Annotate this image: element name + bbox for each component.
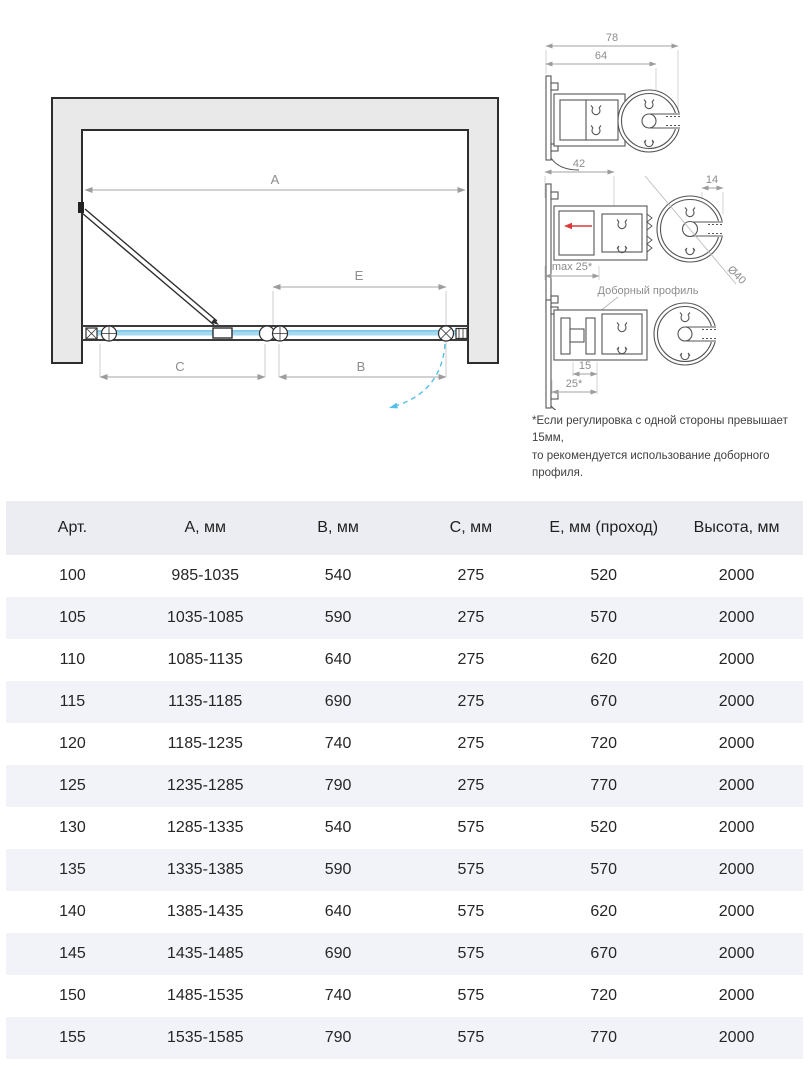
- table-cell: 2000: [718, 609, 755, 626]
- table-cell: 275: [457, 567, 485, 584]
- dim-diameter-label: Ø40: [724, 263, 749, 287]
- table-cell: 640: [324, 651, 352, 668]
- profile-section-middle: [545, 158, 748, 322]
- table-cell: 575: [457, 819, 485, 836]
- table-cell: 135: [59, 861, 86, 878]
- profile-section-bottom: [546, 285, 717, 410]
- profile-body: [554, 206, 652, 260]
- table-row: [6, 975, 803, 1017]
- table-row: [6, 849, 803, 891]
- table-cell: 520: [590, 819, 618, 836]
- dimension-a-label: A: [270, 172, 280, 187]
- dim-max25-label: max 25*: [551, 261, 593, 273]
- adjustment-footnote: [532, 413, 806, 482]
- table-cell: 620: [590, 903, 618, 920]
- dimension-a: [85, 172, 465, 190]
- table-cell: 275: [457, 693, 485, 710]
- table-cell: 570: [590, 609, 618, 626]
- table-row: [6, 765, 803, 807]
- door-connector: [213, 328, 232, 338]
- table-cell: 570: [590, 861, 618, 878]
- table-cell: 115: [59, 693, 86, 710]
- table-cell: 2000: [718, 735, 755, 752]
- table-cell: 670: [590, 945, 618, 962]
- roller-tube: [618, 90, 681, 152]
- table-cell: 790: [324, 1029, 352, 1046]
- footnote-line-1: *Если регулировка с одной стороны превышает 15мм,: [532, 415, 788, 445]
- dim-14-label: 14: [705, 174, 719, 186]
- table-cell: 790: [324, 777, 352, 794]
- table-cell: 575: [457, 903, 485, 920]
- table-cell: 590: [324, 609, 352, 626]
- table-cell: 690: [324, 693, 352, 710]
- table-cell: 2000: [718, 777, 755, 794]
- dimension-c-label: C: [175, 359, 185, 374]
- table-row: [6, 891, 803, 933]
- table-cell: 575: [457, 945, 485, 962]
- table-cell: 985-1035: [171, 567, 240, 584]
- table-cell: 575: [457, 987, 485, 1004]
- table-header-row: [6, 501, 803, 555]
- table-cell: 145: [59, 945, 86, 962]
- table-cell: 130: [59, 819, 86, 836]
- extension-profile-label: Доборный профиль: [597, 285, 699, 297]
- dimension-c: [100, 359, 265, 377]
- table-cell: 575: [457, 861, 485, 878]
- table-row: [6, 639, 803, 681]
- table-cell: 120: [59, 735, 86, 752]
- plan-view-diagram: [28, 90, 528, 425]
- profile-body: [554, 310, 647, 360]
- table-cell: 275: [457, 735, 485, 752]
- table-cell: 1085-1135: [167, 651, 243, 668]
- table-cell: 2000: [718, 903, 755, 920]
- table-cell: 1235-1285: [166, 777, 244, 794]
- table-cell: 770: [590, 1029, 618, 1046]
- table-cell: 1035-1085: [166, 609, 244, 626]
- table-cell: 2000: [718, 945, 755, 962]
- table-cell: 1185-1235: [167, 735, 243, 752]
- spec-table-head: [6, 501, 803, 555]
- table-cell: 2000: [718, 987, 755, 1004]
- footnote-line-2: то рекомендуется использование доборного профиля.: [532, 449, 770, 479]
- table-row: [6, 555, 803, 597]
- profile-section-top: [546, 32, 681, 170]
- column-header: Высота, мм: [670, 501, 803, 555]
- dimension-b-label: B: [356, 359, 366, 374]
- table-cell: 110: [59, 651, 86, 668]
- dimension-b: [279, 359, 446, 377]
- table-cell: 155: [59, 1029, 86, 1046]
- table-cell: 2000: [718, 819, 755, 836]
- door-swing-arc: [389, 344, 445, 408]
- dim-25-label: 25*: [565, 378, 583, 390]
- column-header: А, мм: [139, 501, 272, 555]
- table-cell: 105: [59, 609, 86, 626]
- table-cell: 1485-1535: [166, 987, 244, 1004]
- table-row: [6, 597, 803, 639]
- table-row: [6, 1017, 803, 1059]
- table-row: [6, 723, 803, 765]
- dim-64-label: 64: [594, 50, 608, 62]
- roller-tube: [657, 196, 724, 262]
- table-cell: 720: [590, 735, 618, 752]
- table-cell: 640: [324, 903, 352, 920]
- table-cell: 1135-1185: [168, 693, 243, 710]
- table-cell: 690: [324, 945, 352, 962]
- table-cell: 520: [590, 567, 618, 584]
- table-cell: 2000: [718, 693, 755, 710]
- table-cell: 770: [590, 777, 618, 794]
- spec-table-body: [6, 555, 803, 1059]
- roller-tube: [654, 303, 717, 365]
- table-cell: 1285-1335: [166, 819, 244, 836]
- table-cell: 720: [590, 987, 618, 1004]
- table-cell: 100: [59, 567, 86, 584]
- table-cell: 620: [590, 651, 618, 668]
- table-cell: 1335-1385: [166, 861, 244, 878]
- dimension-e-label: E: [354, 268, 364, 283]
- dimension-e: [273, 268, 446, 287]
- wall-section: [52, 98, 498, 363]
- table-cell: 540: [324, 819, 352, 836]
- dim-78-label: 78: [605, 32, 619, 44]
- column-header: В, мм: [272, 501, 405, 555]
- table-cell: 1385-1435: [166, 903, 244, 920]
- profile-sections: [530, 22, 809, 410]
- table-cell: 125: [59, 777, 86, 794]
- column-header: Арт.: [6, 501, 139, 555]
- table-cell: 2000: [718, 651, 755, 668]
- table-cell: 1435-1485: [166, 945, 244, 962]
- column-header: Е, мм (проход): [537, 501, 670, 555]
- table-cell: 150: [59, 987, 86, 1004]
- door-panel-open: [78, 202, 219, 325]
- table-cell: 2000: [718, 861, 755, 878]
- dim-15-label: 15: [578, 360, 592, 372]
- table-cell: 2000: [718, 1029, 755, 1046]
- table-cell: 670: [590, 693, 618, 710]
- table-row: [6, 681, 803, 723]
- table-cell: 740: [324, 735, 352, 752]
- table-cell: 740: [324, 987, 352, 1004]
- table-cell: 1535-1585: [166, 1029, 244, 1046]
- table-cell: 275: [457, 777, 485, 794]
- table-cell: 590: [324, 861, 352, 878]
- table-cell: 275: [457, 651, 485, 668]
- table-cell: 540: [324, 567, 352, 584]
- table-row: [6, 933, 803, 975]
- table-cell: 140: [59, 903, 86, 920]
- table-cell: 575: [457, 1029, 485, 1046]
- table-cell: 275: [457, 609, 485, 626]
- table-cell: 2000: [718, 567, 755, 584]
- column-header: С, мм: [404, 501, 537, 555]
- spec-table: [6, 501, 803, 1059]
- table-row: [6, 807, 803, 849]
- dim-42-label: 42: [572, 158, 586, 170]
